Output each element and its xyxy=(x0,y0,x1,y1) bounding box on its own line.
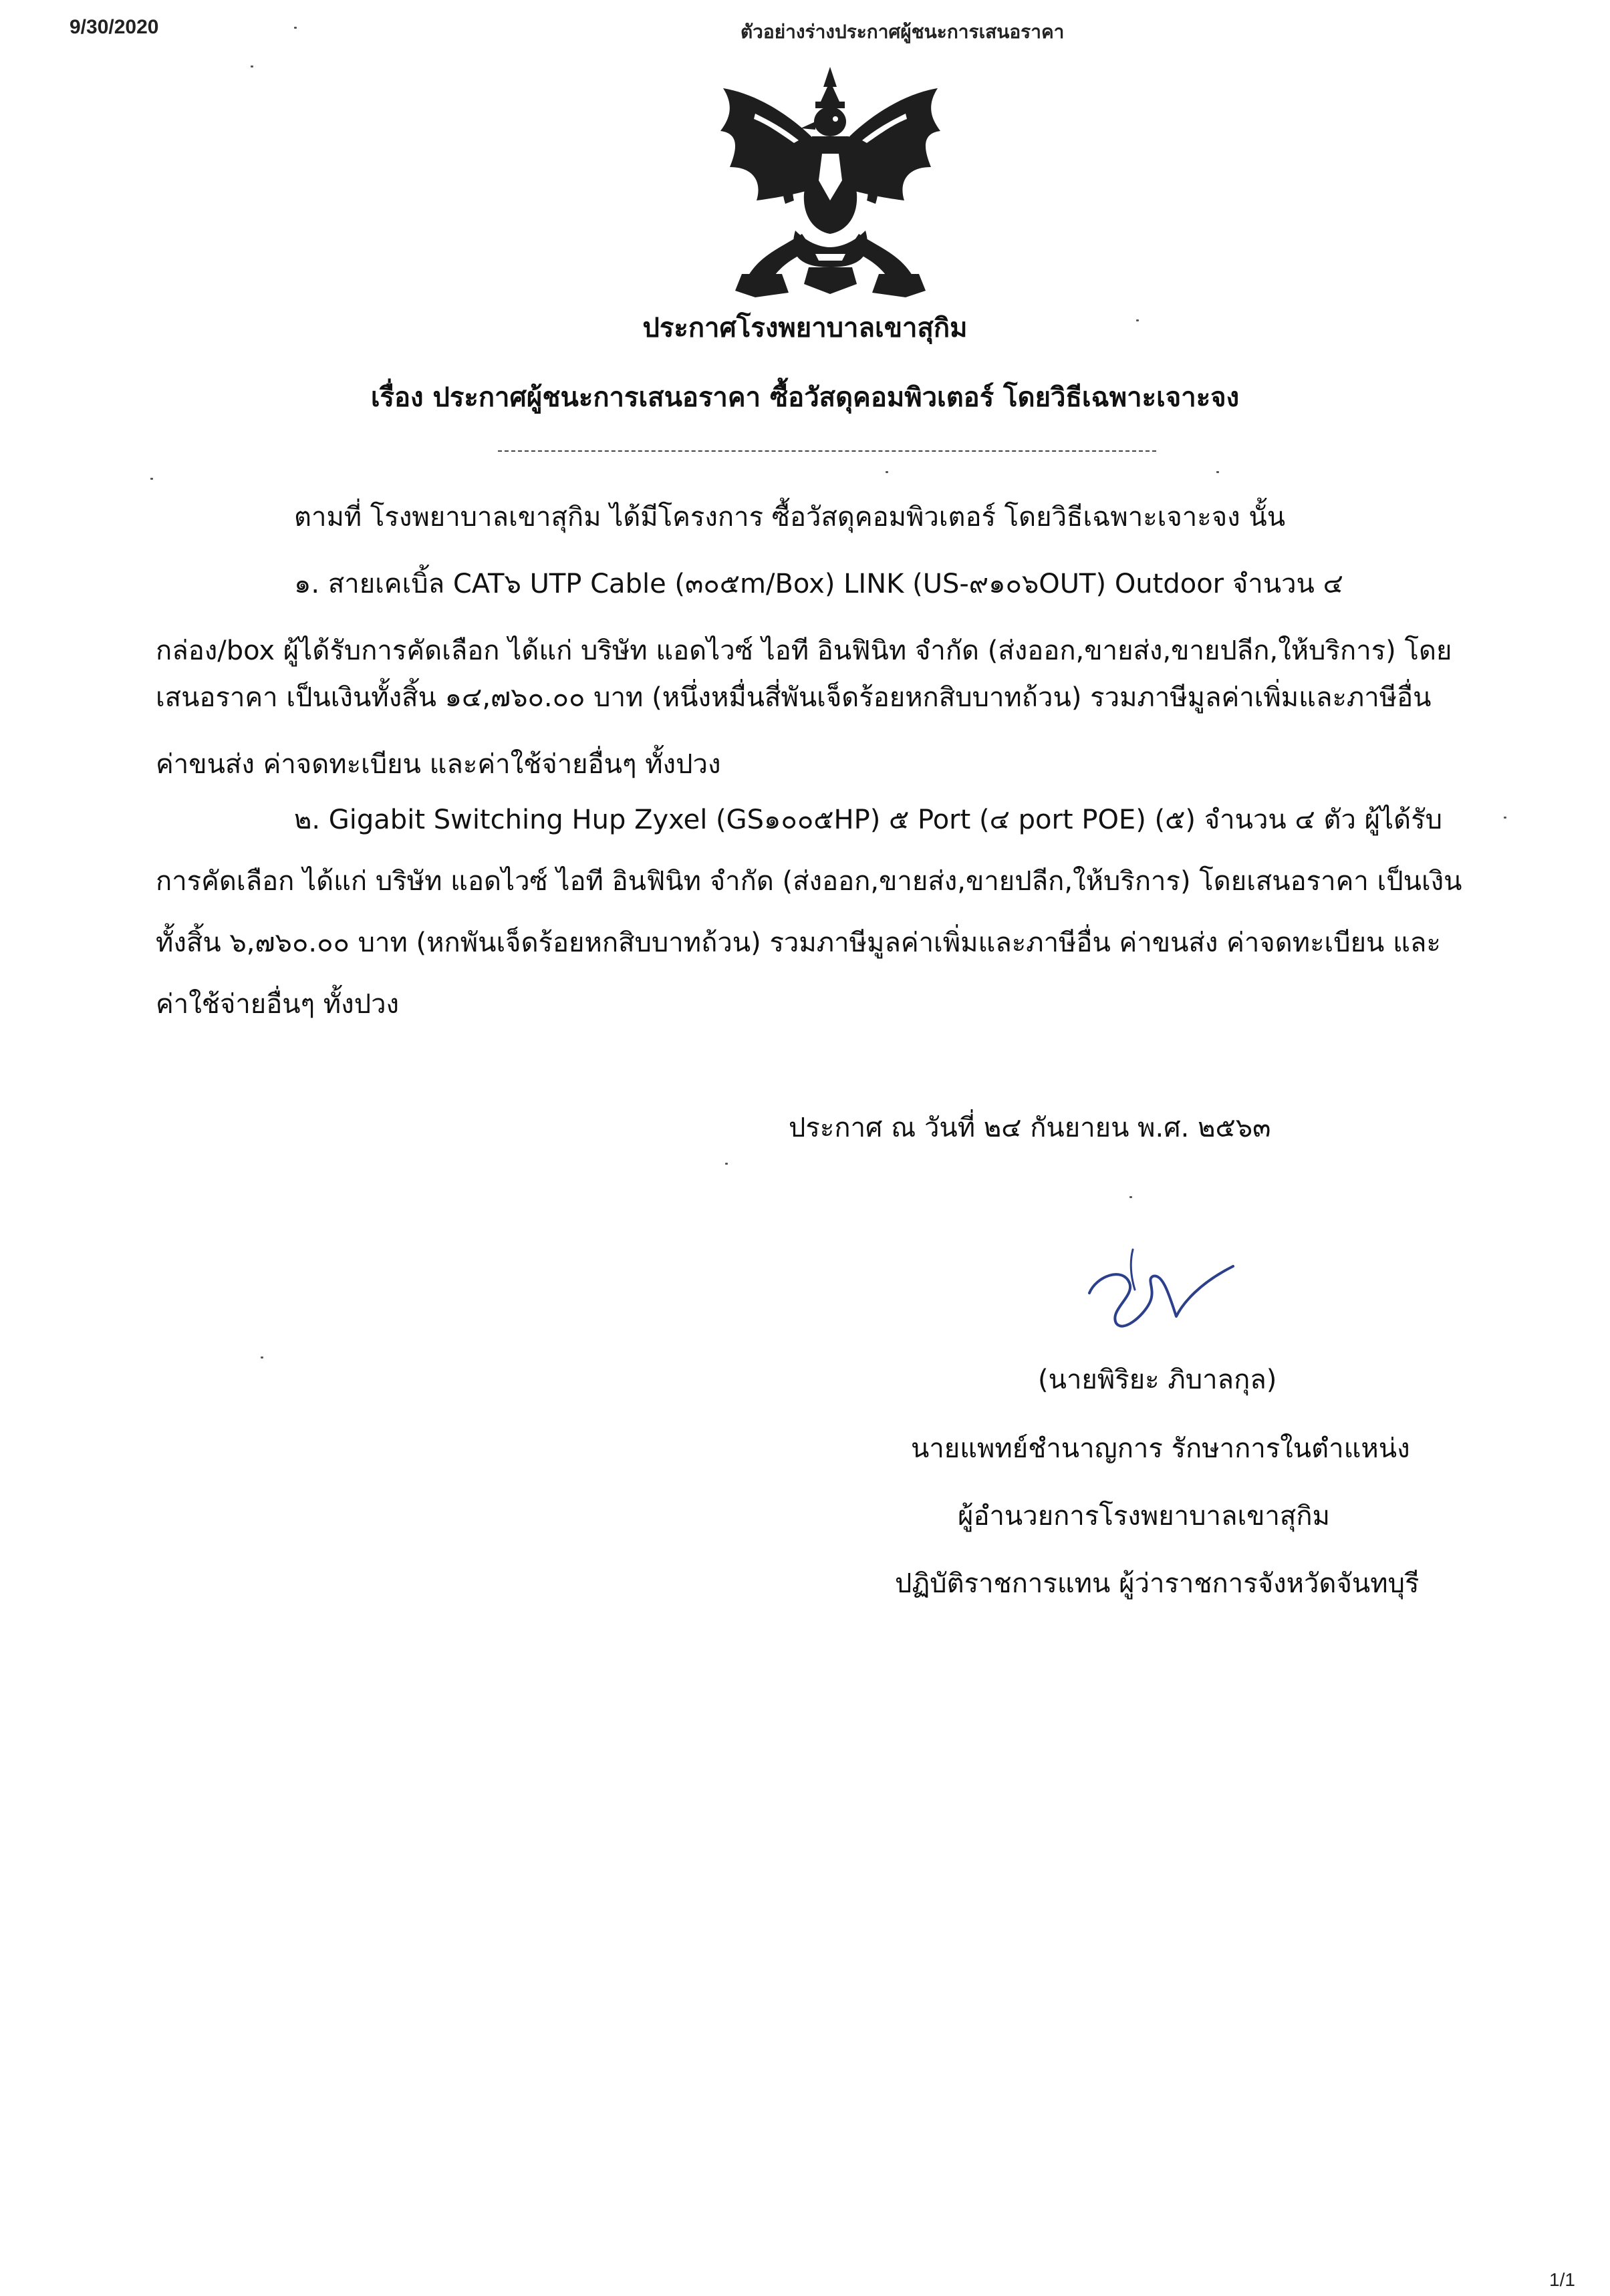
scan-speck xyxy=(150,478,153,480)
signer-position-3: ปฏิบัติราชการแทน ผู้ว่าราชการจังหวัดจันทบุรี xyxy=(895,1568,1420,1599)
item-2-line-2: การคัดเลือก ได้แก่ บริษัท แอดไวซ์ ไอที อินฟินิท จำกัด (ส่งออก,ขายส่ง,ขายปลีก,ให้บริการ) โดยเสนอราคา เป็นเงิน xyxy=(156,866,1462,897)
scan-speck xyxy=(886,471,888,473)
scan-speck xyxy=(1504,817,1506,819)
item-2-line-1: ๒. Gigabit Switching Hup Zyxel (GS๑๐๐๕HP) ๕ Port (๔ port POE) (๕) จำนวน ๔ ตัว ผู้ได้รับ xyxy=(294,805,1443,835)
page-number: 1/1 xyxy=(1549,2269,1575,2290)
scan-speck xyxy=(261,1356,263,1358)
signer-name: (นายพิริยะ ภิบาลกุล) xyxy=(1038,1365,1277,1395)
garuda-emblem-icon xyxy=(715,67,946,307)
item-2-line-3: ทั้งสิ้น ๖,๗๖๐.๐๐ บาท (หกพันเจ็ดร้อยหกสิบบาทถ้วน) รวมภาษีมูลค่าเพิ่มและภาษีอื่น ค่าขนส่ง ค่าจดทะเบียน และ xyxy=(156,927,1441,958)
intro-paragraph: ตามที่ โรงพยาบาลเขาสุกิม ได้มีโครงการ ซื้อวัสดุคอมพิวเตอร์ โดยวิธีเฉพาะเจาะจง นั้น xyxy=(294,502,1286,533)
scan-speck xyxy=(1216,471,1219,473)
item-1-line-2: กล่อง/box ผู้ได้รับการคัดเลือก ได้แก่ บริษัท แอดไวซ์ ไอที อินฟินิท จำกัด (ส่งออก,ขายส่ง,ขายปลีก,ให้บริการ) โดย xyxy=(156,635,1452,666)
item-2-line-4: ค่าใช้จ่ายอื่นๆ ทั้งปวง xyxy=(156,989,400,1020)
heading-divider xyxy=(498,450,1156,452)
print-title: ตัวอย่างร่างประกาศผู้ชนะการเสนอราคา xyxy=(741,21,1065,42)
item-1-line-3: เสนอราคา เป็นเงินทั้งสิ้น ๑๔,๗๖๐.๐๐ บาท (หนึ่งหมื่นสี่พันเจ็ดร้อยหกสิบบาทถ้วน) รวมภาษีมูลค่าเพิ่มและภาษีอื่น xyxy=(156,682,1432,713)
scan-speck xyxy=(725,1163,728,1165)
announcement-date: ประกาศ ณ วันที่ ๒๔ กันยายน พ.ศ. ๒๕๖๓ xyxy=(789,1113,1271,1143)
scan-speck xyxy=(294,27,297,29)
scan-speck xyxy=(1136,319,1139,321)
scan-speck xyxy=(251,65,253,67)
signature-mark xyxy=(1083,1230,1243,1336)
signer-position-2: ผู้อำนวยการโรงพยาบาลเขาสุกิม xyxy=(958,1501,1330,1532)
print-date: 9/30/2020 xyxy=(70,16,159,38)
item-1-line-1: ๑. สายเคเบิ้ล CAT๖ UTP Cable (๓๐๕m/Box) LINK (US-๙๑๐๖OUT) Outdoor จำนวน ๔ xyxy=(294,569,1343,599)
scan-speck xyxy=(1129,1196,1132,1198)
item-1-line-4: ค่าขนส่ง ค่าจดทะเบียน และค่าใช้จ่ายอื่นๆ ทั้งปวง xyxy=(156,749,721,780)
issuer-heading: ประกาศโรงพยาบาลเขาสุกิม xyxy=(642,313,968,343)
signer-position-1: นายแพทย์ชำนาญการ รักษาการในตำแหน่ง xyxy=(911,1433,1410,1464)
subject-heading: เรื่อง ประกาศผู้ชนะการเสนอราคา ซื้อวัสดุคอมพิวเตอร์ โดยวิธีเฉพาะเจาะจง xyxy=(370,382,1240,413)
